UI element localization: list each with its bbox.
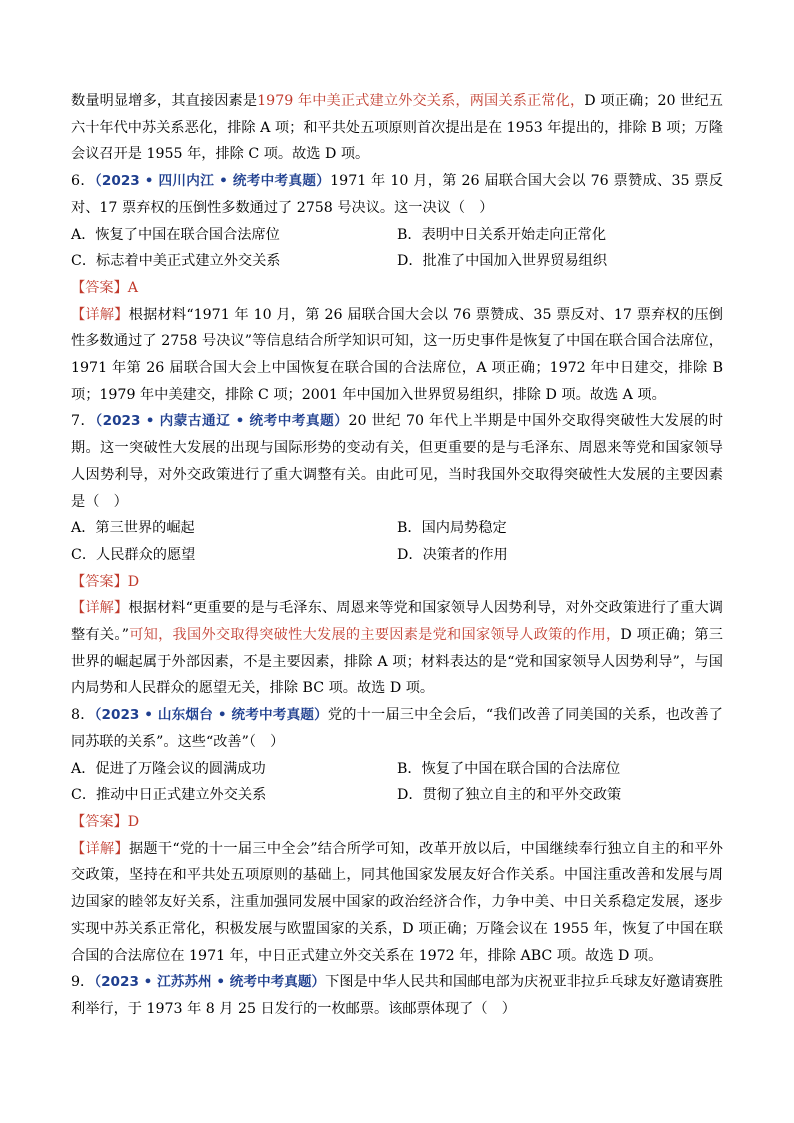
answer-value: A	[127, 279, 139, 296]
question-source: （2023 • 内蒙古通辽 • 统考中考真题）	[95, 413, 349, 430]
intro-text-5: 是 1955 年，排除 C 项。故选 D 项。	[127, 146, 370, 163]
option-b: B．国内局势稳定	[397, 520, 507, 537]
option-a: A．第三世界的崛起	[71, 520, 195, 537]
question-source: （2023 • 四川内江 • 统考中考真题）	[94, 173, 331, 190]
question-8	[71, 702, 723, 969]
question-text: 下图是中华人民共和国邮电部为庆祝亚非拉乒乓球友好邀请赛胜利举行，于 1973 年 8 月 25 日发行的一枚邮票。该邮票体现了（ ）	[71, 974, 723, 1017]
option-c: C．人民群众的愿望	[71, 546, 196, 563]
detail-text: 根据材料“1971 年 10 月，第 26 届联合国大会以 76 票赞成、35 票反对、17 票弃权的压倒性多数通过了 2758 号决议”等信息结合所学知识可知，这一历史事件是恢复了中国在联合国合法席位，1971 年第 26 届联合国大会上中国恢复在联合国的合法席位，A 项正确；1972 年中日建交，排除 B 项；1979 年中美建交，排除 C 项；2001 年中国加入世界贸易组织，排除 D 项。故选 A 项。	[71, 306, 723, 403]
question-text: 20 世纪 70 年代上半期是中国外交取得突破性大发展的时期。这一突破性大发展的出现与国际形势的变动有关，但更重要的是与毛泽东、周恩来等党和国家领导人因势利导，对外交政策进行了重大调整有关。由此可见，当时我国外交取得突破性大发展的主要因素是（ ）	[71, 413, 724, 510]
question-number: 9．	[71, 974, 95, 991]
option-a: A．促进了万隆会议的圆满成功	[71, 760, 266, 777]
document-page	[71, 88, 723, 1023]
detail-label: 【详解】	[71, 840, 129, 857]
answer-label: 【答案】	[71, 573, 128, 590]
question-6	[71, 168, 723, 408]
detail-label: 【详解】	[71, 600, 129, 617]
question-stem	[71, 702, 723, 755]
detail-label: 【详解】	[71, 306, 129, 323]
detail-text-2: 可知，我国外交取得突破性大发展的主要因素是党和国家领导人政策的作用，	[128, 627, 621, 644]
intro-text-1: 数量明显增多，其直接因素是	[71, 93, 258, 109]
question-number: 6．	[71, 173, 95, 190]
question-stem	[71, 168, 723, 221]
option-a: A．恢复了中国在联合国合法席位	[71, 226, 280, 243]
options-list	[71, 756, 723, 809]
intro-text-3: D 项正确；20 世纪五六十	[71, 93, 723, 136]
option-b: B．表明中日关系开始走向正常化	[397, 226, 607, 243]
question-stem	[71, 408, 723, 515]
option-b: B．恢复了中国在联合国的合法席位	[397, 760, 621, 777]
question-source: （2023 • 山东烟台 • 统考中考真题）	[94, 707, 328, 724]
option-d: D．贯彻了独立自主的和平外交政策	[397, 787, 622, 804]
question-number: 7．	[71, 413, 96, 430]
question-text: 党的十一届三中全会后，“我们改善了同美国的关系，也改善了同苏联的关系”。这些“改善”（ ）	[71, 707, 723, 750]
intro-text-4: 年代中苏关系恶化，排除 A 项；和平共处五项原则首次提出是在 1953 年提出的，排除 B 项；万隆会议召开	[71, 119, 723, 163]
question-number: 8．	[71, 707, 95, 724]
answer-value: D	[127, 813, 140, 830]
option-c: C．推动中日正式建立外交关系	[71, 787, 267, 804]
answer-value: D	[127, 573, 140, 590]
detail-text-3: D 项正确；第三世界的崛起属于外部因素，不是主要因素，排除 A 项；材料表达的是“党和国家领导人因势利导”，与国内局势和人民群众的愿望无关，排除 BC 项。故选 D 项。	[71, 627, 723, 697]
answer-line	[71, 569, 723, 596]
detail-paragraph	[71, 836, 723, 970]
option-c: C．标志着中美正式建立外交关系	[71, 253, 281, 270]
answer-label: 【答案】	[71, 279, 128, 296]
question-stem	[71, 969, 723, 1022]
option-d: D．决策者的作用	[397, 546, 508, 563]
detail-text-1: 根据材料“更重要的是与毛泽东、周恩来等党和国家领导人因势利导，对外交政策进行了重大调整有关。”	[71, 600, 723, 644]
question-7	[71, 408, 723, 702]
option-d: D．批准了中国加入世界贸易组织	[397, 253, 608, 270]
detail-paragraph	[71, 302, 723, 409]
detail-text: 据题干“党的十一届三中全会”结合所学可知，改革开放以后，中国继续奉行独立自主的和平外交政策，坚持在和平共处五项原则的基础上，同其他国家发展友好合作关系。中国注重改善和发展与周边国家的睦邻友好关系，注重加强同发展中国家的政治经济合作，力争中美、中日关系稳定发展，逐步实现中苏关系正常化，积极发展与欧盟国家的关系，D 项正确；万隆会议在 1955 年，恢复了中国在联合国的合法席位在 1971 年，中日正式建立外交关系在 1972 年，排除 ABC 项。故选 D 项。	[71, 840, 723, 964]
answer-label: 【答案】	[71, 813, 128, 830]
options-list	[71, 515, 723, 568]
options-list	[71, 222, 723, 275]
detail-paragraph	[71, 595, 723, 702]
question-source: （2023 • 江苏苏州 • 统考中考真题）	[94, 974, 326, 991]
answer-line	[71, 275, 723, 302]
intro-text-2: 1979 年中美正式建立外交关系，两国关系正常化，	[257, 93, 585, 109]
question-text: 1971 年 10 月，第 26 届联合国大会以 76 票赞成、35 票反对、17 票弃权的压倒性多数通过了 2758 号决议。这一决议（ ）	[71, 173, 723, 216]
question-9	[71, 969, 723, 1022]
answer-line	[71, 809, 723, 836]
intro-paragraph	[71, 88, 723, 168]
